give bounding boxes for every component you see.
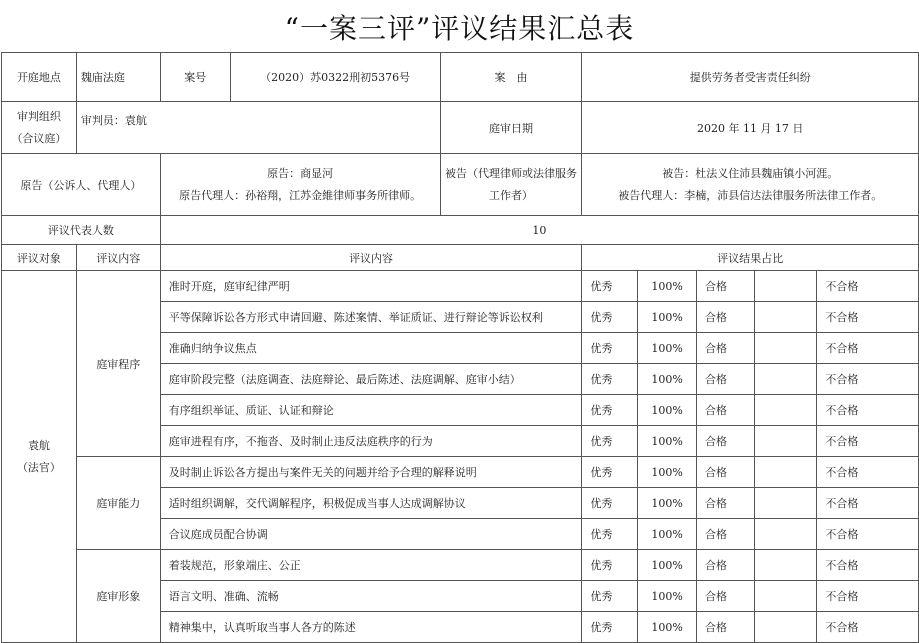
defendant-label: 被告（代理律师或法律服务工作者）: [440, 154, 582, 216]
fail-label: 不合格: [817, 488, 919, 519]
pass-label: 合格: [697, 488, 755, 519]
item-text: 着装规范，形象端庄、公正: [160, 550, 582, 581]
summary-table: [1, 52, 919, 643]
excellent-pct: 100%: [638, 457, 697, 488]
item-text: 准确归纳争议焦点: [160, 333, 582, 364]
pass-label: 合格: [697, 395, 755, 426]
pass-pct: [754, 581, 817, 612]
pass-pct: [754, 364, 817, 395]
fail-label: 不合格: [817, 395, 919, 426]
pass-label: 合格: [697, 581, 755, 612]
excellent-label: 优秀: [582, 612, 638, 643]
excellent-pct: 100%: [638, 364, 697, 395]
target-role: （法官）: [16, 460, 61, 474]
pass-pct: [754, 612, 817, 643]
defendant-agent: 被告代理人：李楠，沛县信达法律服务所法律工作者。: [618, 188, 883, 202]
item-text: 有序组织举证、质证、认证和辩论: [160, 395, 582, 426]
item-text: 平等保障诉讼各方形式申请回避、陈述案情、举证质证、进行辩论等诉讼权利: [160, 302, 582, 333]
excellent-label: 优秀: [582, 302, 638, 333]
fail-label: 不合格: [817, 426, 919, 457]
pass-pct: [754, 333, 817, 364]
excellent-pct: 100%: [638, 581, 697, 612]
excellent-label: 优秀: [582, 581, 638, 612]
group-name: 庭审能力: [76, 457, 160, 550]
count-label: 评议代表人数: [2, 216, 161, 245]
pass-label: 合格: [697, 364, 755, 395]
excellent-pct: 100%: [638, 612, 697, 643]
table-row: [2, 457, 919, 488]
pass-pct: [754, 395, 817, 426]
col-result: 评议结果占比: [582, 245, 919, 271]
venue-label: 开庭地点: [2, 53, 77, 102]
column-header-row: [2, 245, 919, 271]
excellent-pct: 100%: [638, 271, 697, 302]
fail-label: 不合格: [817, 581, 919, 612]
pass-label: 合格: [697, 333, 755, 364]
plaintiff-agent: 原告代理人：孙裕翔，江苏金維律师事务所律师。: [179, 188, 422, 202]
pass-pct: [754, 302, 817, 333]
defendant-cell: [582, 154, 919, 216]
pass-label: 合格: [697, 550, 755, 581]
table-row: [2, 550, 919, 581]
excellent-label: 优秀: [582, 395, 638, 426]
item-text: 及时制止诉讼各方提出与案件无关的问题并给予合理的解释说明: [160, 457, 582, 488]
group-name: 庭审形象: [76, 550, 160, 643]
count-value: 10: [160, 216, 918, 245]
excellent-label: 优秀: [582, 333, 638, 364]
item-text: 准时开庭，庭审纪律严明: [160, 271, 582, 302]
date-value: 2020 年 11 月 17 日: [582, 102, 919, 154]
defendant-name: 被告：杜法义住沛县魏庙镇小河涯。: [662, 166, 839, 180]
fail-label: 不合格: [817, 519, 919, 550]
header-row-panel: [2, 102, 919, 154]
col-target: 评议对象: [2, 245, 77, 271]
pass-pct: [754, 271, 817, 302]
fail-label: 不合格: [817, 612, 919, 643]
excellent-label: 优秀: [582, 519, 638, 550]
item-text: 适时组织调解，交代调解程序，积极促成当事人达成调解协议: [160, 488, 582, 519]
pass-pct: [754, 457, 817, 488]
panel-label: [2, 102, 77, 154]
plaintiff-cell: [160, 154, 440, 216]
pass-pct: [754, 426, 817, 457]
header-row-venue: [2, 53, 919, 102]
fail-label: 不合格: [817, 364, 919, 395]
pass-pct: [754, 519, 817, 550]
target-cell: [2, 271, 77, 643]
fail-label: 不合格: [817, 302, 919, 333]
case-no-label: 案号: [160, 53, 230, 102]
fail-label: 不合格: [817, 271, 919, 302]
header-row-count: [2, 216, 919, 245]
table-row: [2, 271, 919, 302]
excellent-label: 优秀: [582, 426, 638, 457]
excellent-label: 优秀: [582, 364, 638, 395]
panel-label-line1: 审判组织: [16, 109, 61, 123]
col-content-item: 评议内容: [160, 245, 582, 271]
excellent-label: 优秀: [582, 488, 638, 519]
cause-label: 案 由: [440, 53, 582, 102]
pass-label: 合格: [697, 302, 755, 333]
case-no-value: （2020）苏0322刑初5376号: [230, 53, 440, 102]
fail-label: 不合格: [817, 550, 919, 581]
group-name: 庭审程序: [76, 271, 160, 457]
judge-value: 审判员：袁航: [76, 102, 440, 154]
page-title: “一案三评”评议结果汇总表: [284, 12, 635, 45]
pass-pct: [754, 550, 817, 581]
excellent-label: 优秀: [582, 271, 638, 302]
item-text: 庭审进程有序，不拖沓、及时制止违反法庭秩序的行为: [160, 426, 582, 457]
plaintiff-name: 原告：商显河: [267, 166, 334, 180]
excellent-pct: 100%: [638, 302, 697, 333]
target-name: 袁航: [27, 438, 50, 452]
cause-value: 提供劳务者受害责任纠纷: [582, 53, 919, 102]
pass-label: 合格: [697, 457, 755, 488]
panel-label-line2: （合议庭）: [11, 131, 67, 145]
excellent-pct: 100%: [638, 550, 697, 581]
pass-label: 合格: [697, 519, 755, 550]
excellent-pct: 100%: [638, 426, 697, 457]
header-row-parties: [2, 154, 919, 216]
fail-label: 不合格: [817, 457, 919, 488]
pass-label: 合格: [697, 426, 755, 457]
item-text: 语言文明、准确、流畅: [160, 581, 582, 612]
item-text: 合议庭成员配合协调: [160, 519, 582, 550]
excellent-pct: 100%: [638, 395, 697, 426]
venue-value: 魏庙法庭: [76, 53, 160, 102]
excellent-pct: 100%: [638, 519, 697, 550]
date-label: 庭审日期: [440, 102, 582, 154]
excellent-label: 优秀: [582, 550, 638, 581]
fail-label: 不合格: [817, 333, 919, 364]
pass-label: 合格: [697, 271, 755, 302]
plaintiff-label: 原告（公诉人、代理人）: [2, 154, 161, 216]
pass-pct: [754, 488, 817, 519]
excellent-pct: 100%: [638, 488, 697, 519]
excellent-label: 优秀: [582, 457, 638, 488]
pass-label: 合格: [697, 612, 755, 643]
excellent-pct: 100%: [638, 333, 697, 364]
col-content-group: 评议内容: [76, 245, 160, 271]
item-text: 庭审阶段完整（法庭调查、法庭辩论、最后陈述、法庭调解、庭审小结）: [160, 364, 582, 395]
item-text: 精神集中，认真听取当事人各方的陈述: [160, 612, 582, 643]
